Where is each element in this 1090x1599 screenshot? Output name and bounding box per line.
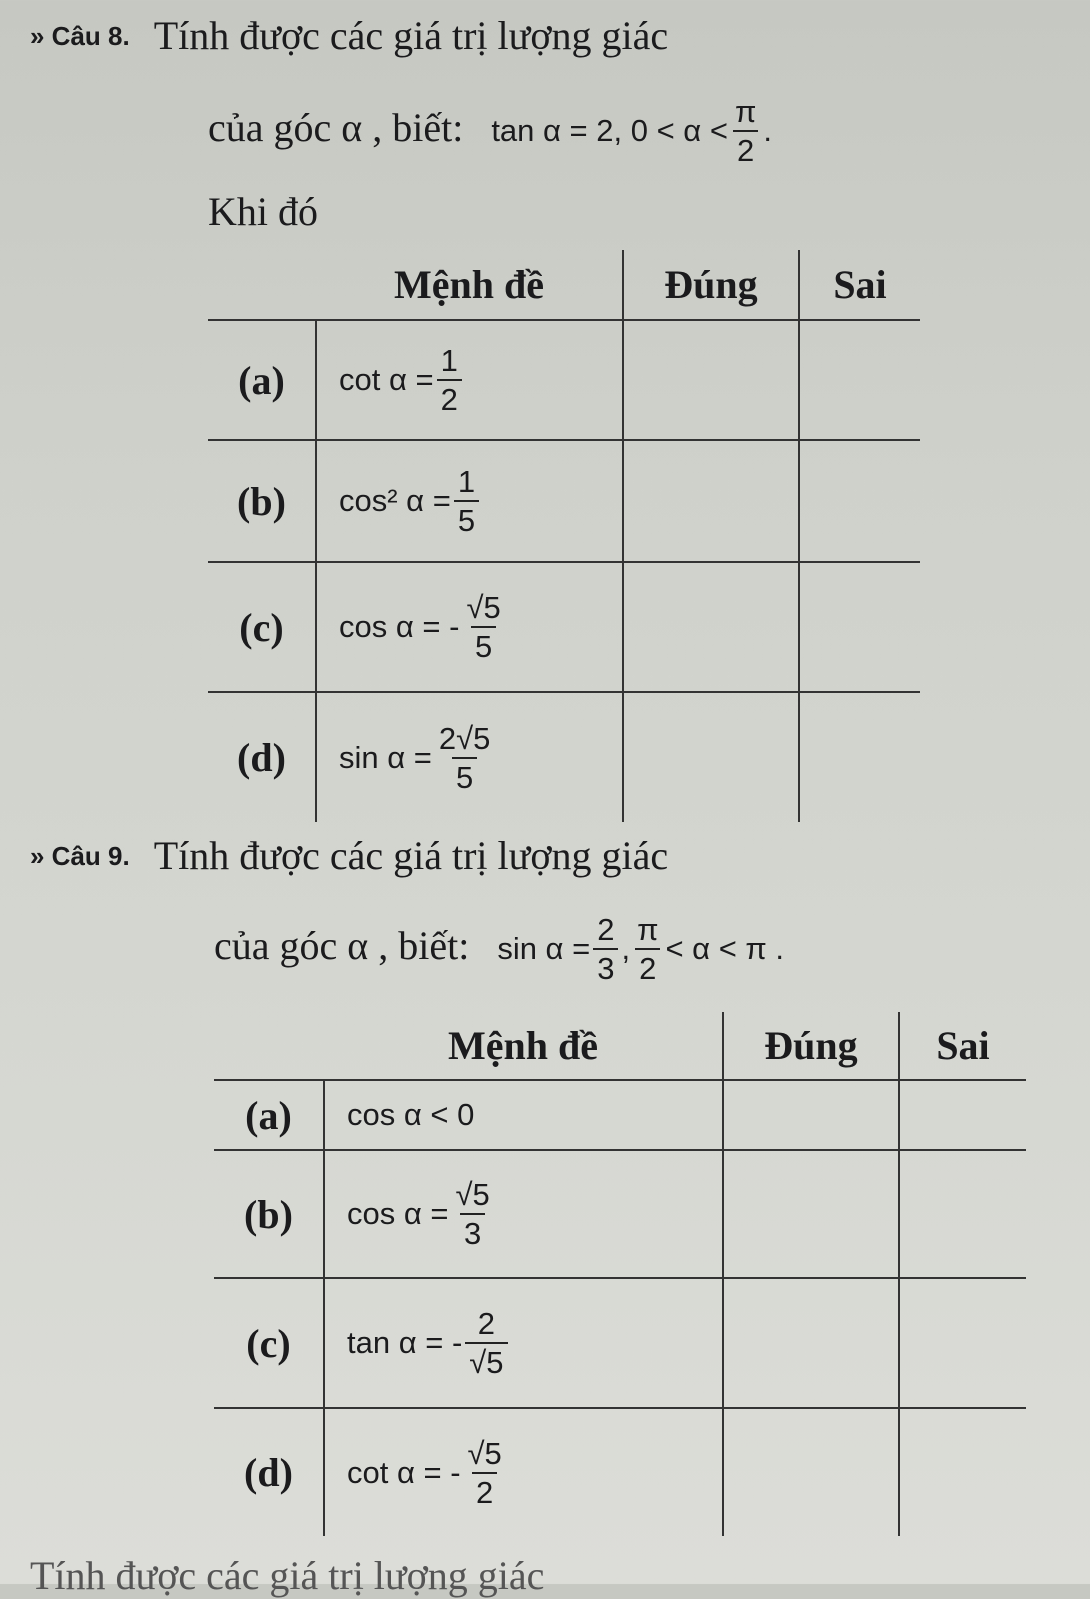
answer-false-cell[interactable] (799, 562, 920, 692)
header-true: Đúng (723, 1012, 899, 1080)
statement-math (339, 592, 508, 662)
row-statement (324, 1278, 723, 1408)
fraction-denominator: 5 (454, 500, 479, 536)
answer-true-cell[interactable] (723, 1408, 899, 1536)
condition-separator: , (621, 931, 631, 966)
next-question-partial-text: Tính được các giá trị lượng giác (30, 1553, 545, 1598)
statement-fraction (464, 1435, 506, 1510)
condition-fraction-1 (593, 914, 618, 984)
condition-fraction-2 (633, 914, 662, 984)
condition-tail: < α < π . (665, 931, 785, 966)
statement-fraction (437, 345, 462, 415)
statement-expr: cos² α = (339, 483, 451, 518)
table-row (214, 1150, 1026, 1278)
answer-true-cell[interactable] (723, 1150, 899, 1278)
table-row (208, 692, 920, 822)
row-statement (324, 1080, 723, 1150)
answer-true-cell[interactable] (723, 1080, 899, 1150)
statement-math (339, 466, 482, 536)
statement-math (339, 345, 465, 415)
fraction-numerator: 2 (597, 912, 615, 947)
row-statement (316, 562, 623, 692)
statement-math (347, 1097, 474, 1133)
row-label: (c) (208, 562, 316, 692)
table-row (208, 320, 920, 440)
question-9-heading (30, 832, 668, 879)
fraction-denominator: 5 (471, 626, 496, 662)
condition-fraction (731, 96, 760, 166)
answer-false-cell (799, 692, 920, 822)
fraction-denominator: 2 (733, 130, 758, 166)
fraction-denominator: 2 (437, 379, 462, 415)
fraction-numerator: 1 (440, 343, 458, 378)
question-8-lead: Khi đó (208, 189, 318, 234)
question-9-line2: của góc α , biết: (214, 923, 470, 968)
fraction-numerator: 1 (457, 464, 476, 499)
fraction-numerator: 2√5 (438, 720, 491, 756)
table-row (214, 1408, 1026, 1536)
answer-true-cell[interactable] (623, 692, 799, 822)
question-8-condition (491, 96, 772, 166)
condition-lhs: tan α = 2, 0 < α < (491, 113, 728, 148)
header-statement: Mệnh đề (324, 1012, 723, 1080)
answer-true-cell[interactable] (723, 1278, 899, 1408)
statement-fraction (462, 592, 504, 662)
header-statement: Mệnh đề (316, 250, 623, 320)
fraction-denominator: √5 (465, 1342, 507, 1378)
condition-tail: . (763, 113, 772, 148)
answer-false-cell[interactable] (899, 1150, 1026, 1278)
statement-expr: cos α < 0 (347, 1097, 475, 1132)
question-9-condition-line (214, 914, 784, 984)
fraction-numerator: √5 (467, 1435, 502, 1471)
row-label: (b) (208, 440, 316, 562)
answer-false-cell[interactable] (899, 1080, 1026, 1150)
question-8-line2: của góc α , biết: (208, 105, 464, 150)
question-9-condition (497, 914, 784, 984)
statement-expr: cot α = (339, 362, 434, 397)
statement-expr: sin α = (339, 739, 432, 775)
question-8-heading (30, 12, 668, 59)
header-false: Sai (799, 250, 920, 320)
header-true: Đúng (623, 250, 799, 320)
question-9-number: » Câu 9. (30, 841, 130, 871)
statement-math (347, 1308, 511, 1378)
statement-math (339, 720, 497, 795)
answer-false-cell[interactable] (799, 320, 920, 440)
header-blank (208, 250, 316, 320)
table-row (214, 1080, 1026, 1150)
statement-fraction (454, 466, 479, 536)
condition-lhs: sin α = (497, 931, 591, 966)
question-8-text: Tính được các giá trị lượng giác (153, 13, 669, 58)
row-statement (324, 1408, 723, 1536)
row-label: (d) (214, 1408, 324, 1536)
header-blank (214, 1012, 324, 1080)
statement-math (347, 1435, 509, 1510)
fraction-denominator: 3 (593, 948, 618, 984)
statement-fraction (465, 1308, 507, 1378)
row-label: (a) (214, 1080, 324, 1150)
header-false: Sai (899, 1012, 1026, 1080)
row-statement (316, 440, 623, 562)
fraction-numerator: π (734, 94, 757, 129)
question-8-condition-line (208, 96, 772, 166)
statement-fraction (435, 720, 495, 795)
answer-true-cell[interactable] (623, 440, 799, 562)
statement-expr: cos α = - (339, 609, 460, 644)
row-label: (b) (214, 1150, 324, 1278)
row-label: (a) (208, 320, 316, 440)
fraction-numerator: π (637, 912, 659, 947)
row-label: (c) (214, 1278, 324, 1408)
statement-expr: cot α = - (347, 1454, 461, 1490)
question-8-table (208, 250, 920, 822)
table-header-row (208, 250, 920, 320)
answer-false-cell (899, 1408, 1026, 1536)
fraction-denominator: 2 (472, 1472, 497, 1508)
question-9-table (214, 1012, 1026, 1536)
fraction-denominator: 3 (460, 1213, 485, 1249)
row-statement (324, 1150, 723, 1278)
answer-true-cell[interactable] (623, 562, 799, 692)
statement-math (347, 1179, 497, 1249)
fraction-numerator: 2 (477, 1306, 496, 1341)
fraction-denominator: 5 (452, 757, 477, 793)
table-header-row (214, 1012, 1026, 1080)
answer-true-cell[interactable] (623, 320, 799, 440)
question-9-text: Tính được các giá trị lượng giác (153, 833, 669, 878)
table-row (208, 562, 920, 692)
statement-fraction (452, 1179, 494, 1249)
fraction-numerator: √5 (455, 1177, 490, 1212)
question-8-number: » Câu 8. (30, 21, 130, 51)
row-statement (316, 692, 623, 822)
row-statement (316, 320, 623, 440)
statement-expr: cos α = (347, 1196, 449, 1231)
fraction-denominator: 2 (635, 948, 660, 984)
answer-false-cell[interactable] (899, 1278, 1026, 1408)
table-row (208, 440, 920, 562)
statement-expr: tan α = - (347, 1325, 463, 1360)
answer-false-cell[interactable] (799, 440, 920, 562)
row-label: (d) (208, 692, 316, 822)
table-row (214, 1278, 1026, 1408)
fraction-numerator: √5 (466, 590, 501, 625)
